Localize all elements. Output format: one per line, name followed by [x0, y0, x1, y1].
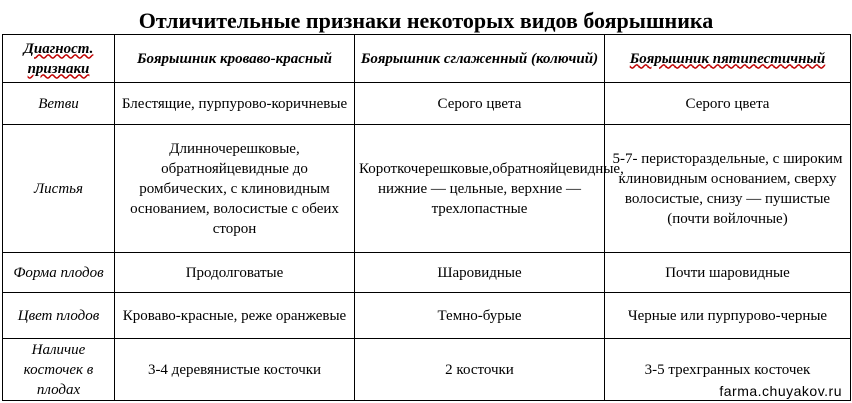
table-cell: 3-4 деревянистые косточки — [115, 339, 355, 401]
table-header-row — [3, 35, 851, 83]
table-row — [3, 83, 851, 125]
table-row — [3, 125, 851, 253]
table-row — [3, 293, 851, 339]
header-diagnostic: Диагност. признаки — [3, 35, 115, 83]
table-cell: Серого цвета — [605, 83, 851, 125]
table-cell: Короткочерешковые,обратнояйцевидные, нижние — цельные, верхние — трехлопастные — [355, 125, 605, 253]
row-label: Форма плодов — [3, 253, 115, 293]
table-cell: Длинночерешковые, обратнояйцевидные до ромбических, с клиновидным основанием, волосистые с обеих сторон — [115, 125, 355, 253]
row-label: Ветви — [3, 83, 115, 125]
row-label: Листья — [3, 125, 115, 253]
page-title: Отличительные признаки некоторых видов боярышника — [138, 8, 714, 33]
table-cell: 5-7- перистораздельные, с широким клиновидным основанием, сверху волосистые, снизу — пушистые (почти войлочные) — [605, 125, 851, 253]
table-cell: Блестящие, пурпурово-коричневые — [115, 83, 355, 125]
table-cell: Темно-бурые — [355, 293, 605, 339]
table-cell: Серого цвета — [355, 83, 605, 125]
header-species-1: Боярышник кроваво-красный — [115, 35, 355, 83]
table-cell: Черные или пурпурово-черные — [605, 293, 851, 339]
table-cell: 3-5 трехгранных косточек — [605, 339, 851, 401]
comparison-table — [2, 34, 851, 401]
table-cell: Кроваво-красные, реже оранжевые — [115, 293, 355, 339]
table-cell: Шаровидные — [355, 253, 605, 293]
table-cell: 2 косточки — [355, 339, 605, 401]
header-species-3: Боярышник пятипестичный — [605, 35, 851, 83]
table-row — [3, 253, 851, 293]
header-species-2: Боярышник сглаженный (колючий) — [355, 35, 605, 83]
row-label: Цвет плодов — [3, 293, 115, 339]
row-label: Наличие косточек в плодах — [3, 339, 115, 401]
table-cell: Почти шаровидные — [605, 253, 851, 293]
watermark: farma.chuyakov.ru — [719, 383, 842, 399]
table-cell: Продолговатые — [115, 253, 355, 293]
